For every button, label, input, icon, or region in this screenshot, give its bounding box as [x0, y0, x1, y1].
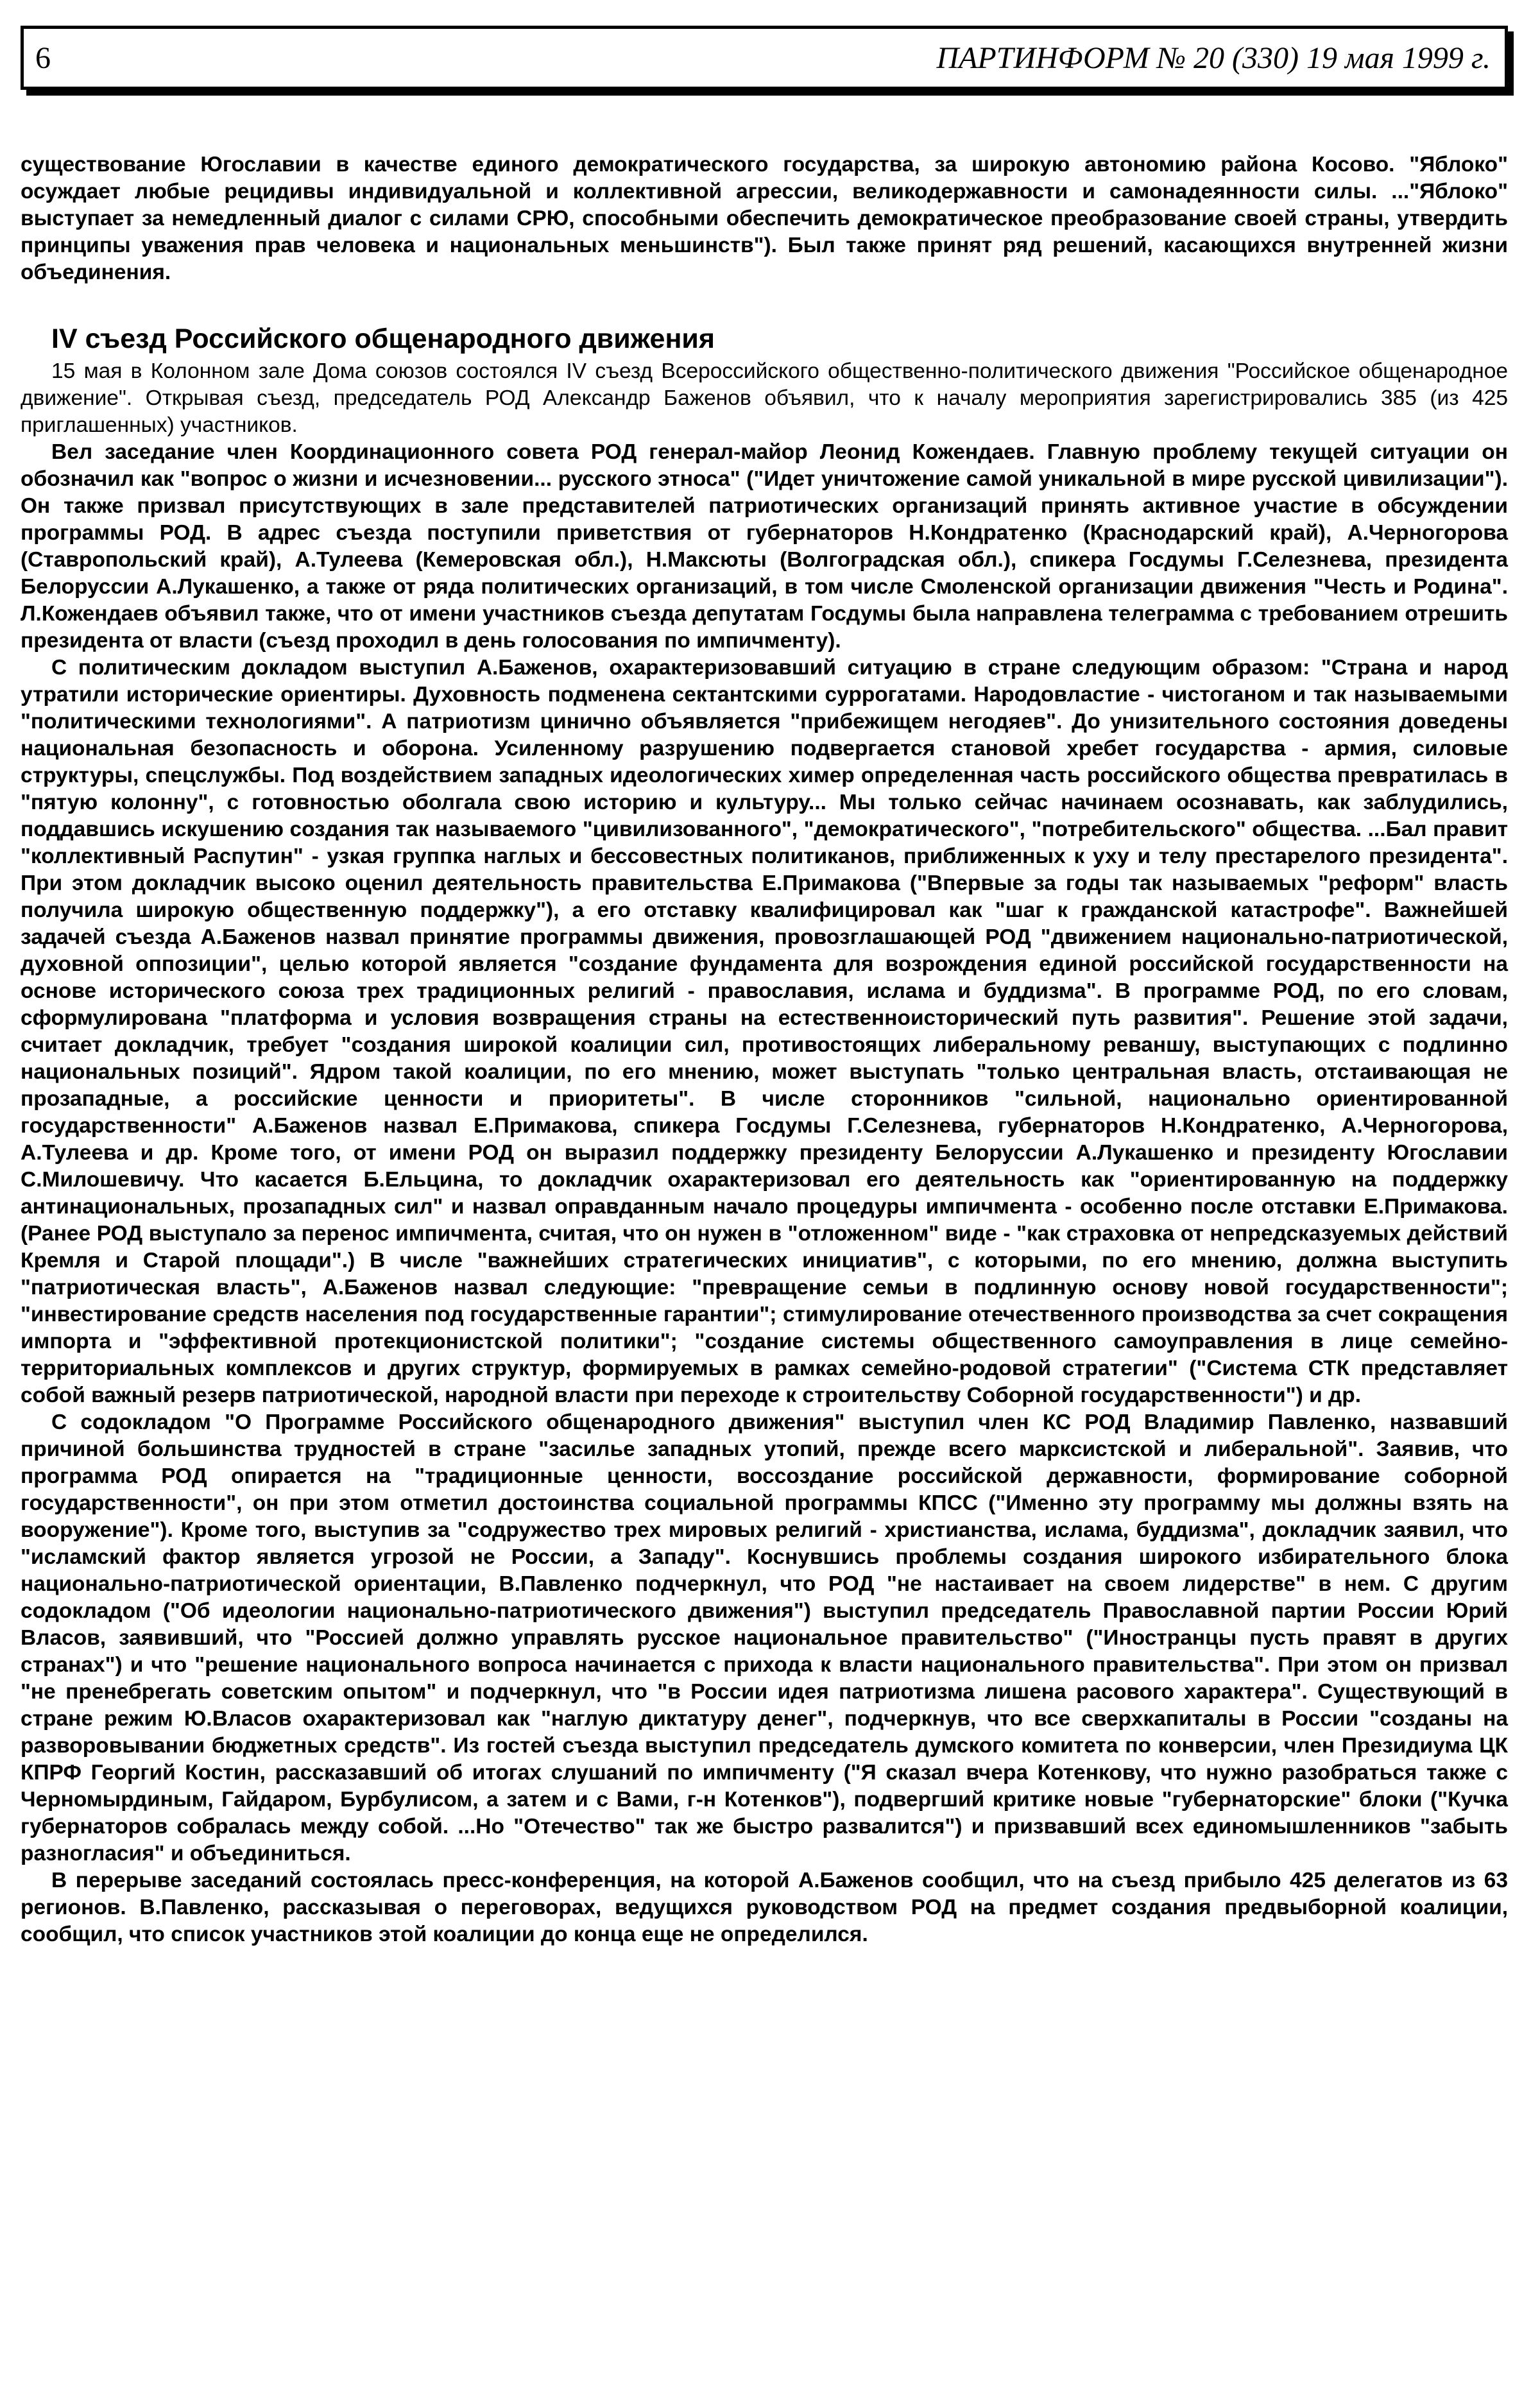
- publication-title: ПАРТИНФОРМ № 20 (330) 19 мая 1999 г.: [936, 40, 1491, 75]
- intro-paragraph: существование Югославии в качестве единого демократического государства, за широкую автономию района Косово. "Яблоко" осуждает любые рецидивы индивидуальной и коллективной агрессии, великодержавности и самонадеянности силы. ..."Яблоко" выступает за немедленный диалог с силами СРЮ, способными обеспечить демократическое преобразование своей страны, утвердить принципы уважения прав человека и национальных меньшинств"). Был также принят ряд решений, касающихся внутренней жизни объединения.: [21, 153, 1508, 284]
- article-lead: 15 мая в Колонном зале Дома союзов состоялся IV съезд Всероссийского общественно-политического движения "Российское общенародное движение". Открывая съезд, председатель РОД Александр Баженов объявил, что к началу мероприятия зарегистрировались 385 (из 425 приглашенных) участников.: [21, 359, 1508, 437]
- article-heading: IV съезд Российского общенародного движения: [51, 323, 715, 354]
- article-paragraph: С содокладом "О Программе Российского общенародного движения" выступил член КС РОД Владимир Павленко, назвавший причиной большинства трудностей в стране "засилье западных утопий, прежде всего марксистской и либеральной". Заявив, что программа РОД опирается на "традиционные ценности, воссоздание российской державности, формирование соборной государственности", он при этом отметил достоинства социальной программы КПСС ("Именно эту программу мы должны взять на вооружение"). Кроме того, выступив за "содружество трех мировых религий - христианства, ислама, буддизма", докладчик заявил, что "исламский фактор является угрозой не России, а Западу". Коснувшись проблемы создания широкого избирательного блока национально-патриотической ориентации, В.Павленко подчеркнул, что РОД "не настаивает на своем лидерстве" в нем. С другим содокладом ("Об идеологии национально-патриотического движения") выступил председатель Православной партии России Юрий Власов, заявивший, что "Россией должно управлять русское национальное правительство" ("Иностранцы пусть правят в других странах") и что "решение национального вопроса начинается с прихода к власти национального правительства". При этом он призвал "не пренебрегать советским опытом" и подчеркнул, что "в России идея патриотизма лишена расового характера". Существующий в стране режим Ю.Власов охарактеризовал как "наглую диктатуру денег", подчеркнув, что все сверхкапиталы в России "созданы на разворовывании бюджетных средств". Из гостей съезда выступил председатель думского комитета по конверсии, член Президиума ЦК КПРФ Георгий Костин, рассказавший об итогах слушаний по импичменту ("Я сказал вчера Котенкову, что нужно разобраться также с Черномырдиным, Гайдаром, Бурбулисом, а затем и с Вами, г-н Котенков"), подвергший критике новые "губернаторские" блоки ("Кучка губернаторов собралась между собой. ...Но "Отечество" так же быстро развалится") и призвавший всех единомышленников "забыть разногласия" и объединиться.: [21, 1410, 1508, 1865]
- newspaper-page: [21, 26, 1508, 1948]
- page-header: [21, 26, 1508, 90]
- article-paragraph: В перерыве заседаний состоялась пресс-конференция, на которой А.Баженов сообщил, что на съезд прибыло 425 делегатов из 63 регионов. В.Павленко, рассказывая о переговорах, ведущихся руководством РОД на предмет создания предвыборной коалиции, сообщил, что список участников этой коалиции до конца еще не определился.: [21, 1869, 1508, 1946]
- article-paragraph: Вел заседание член Координационного совета РОД генерал-майор Леонид Кожендаев. Главную проблему текущей ситуации он обозначил как "вопрос о жизни и исчезновении... русского этноса" ("Идет уничтожение самой уникальной в мире русской цивилизации"). Он также призвал присутствующих в зале представителей патриотических организаций принять активное участие в обсуждении программы РОД. В адрес съезда поступили приветствия от губернаторов Н.Кондратенко (Краснодарский край), А.Черногорова (Ставропольский край), А.Тулеева (Кемеровская обл.), Н.Максюты (Волгоградская обл.), спикера Госдумы Г.Селезнева, президента Белоруссии А.Лукашенко, а также от ряда политических организаций, в том числе Смоленской организации движения "Честь и Родина". Л.Кожендаев объявил также, что от имени участников съезда депутатам Госдумы была направлена телеграмма с требованием отрешить президента от власти (съезд проходил в день голосования по импичменту).: [21, 440, 1508, 653]
- article-paragraph: С политическим докладом выступил А.Баженов, охарактеризовавший ситуацию в стране следующим образом: "Страна и народ утратили исторические ориентиры. Духовность подменена сектантскими суррогатами. Народовластие - чистоганом и так называемыми "политическими технологиями". А патриотизм цинично объявляется "прибежищем негодяев". До унизительного состояния доведены национальная безопасность и оборона. Усиленному разрушению подвергается становой хребет государства - армия, силовые структуры, спецслужбы. Под воздействием западных идеологических химер определенная часть российского общества превратилась в "пятую колонну", с готовностью оболгала свою историю и культуру... Мы только сейчас начинаем осознавать, как заблудились, поддавшись искушению создания так называемого "цивилизованного", "демократического", "потребительского" общества. ...Бал правит "коллективный Распутин" - узкая группка наглых и бессовестных политиканов, приближенных к уху и телу престарелого президента". При этом докладчик высоко оценил деятельность правительства Е.Примакова ("Впервые за годы так называемых "реформ" власть получила широкую общественную поддержку"), а его отставку квалифицировал как "шаг к гражданской катастрофе". Важнейшей задачей съезда А.Баженов назвал принятие программы движения, провозглашающей РОД "движением национально-патриотической, духовной оппозиции", целью которой является "создание фундамента для возрождения единой российской государственности на основе исторического союза трех традиционных религий - православия, ислама и буддизма". В программе РОД, по его словам, сформулирована "платформа и условия возвращения страны на естественноисторический путь развития". Решение этой задачи, считает докладчик, требует "создания широкой коалиции сил, противостоящих либеральному реваншу, выступающих с подлинно национальных позиций". Ядром такой коалиции, по его мнению, может выступать "только центральная власть, отстаивающая не прозападные, а российские ценности и приоритеты". В числе сторонников "сильной, национально ориентированной государственности" А.Баженов назвал Е.Примакова, спикера Госдумы Г.Селезнева, губернаторов Н.Кондратенко, А.Черногорова, А.Тулеева и др. Кроме того, от имени РОД он выразил поддержку президенту Белоруссии А.Лукашенко и президенту Югославии С.Милошевичу. Что касается Б.Ельцина, то докладчик охарактеризовал его деятельность как "ориентированную на поддержку антинациональных, прозападных сил" и назвал оправданным начало процедуры импичмента - особенно после отставки Е.Примакова. (Ранее РОД выступало за перенос импичмента, считая, что он нужен в "отложенном" виде - "как страховка от непредсказуемых действий Кремля и Старой площади".) В числе "важнейших стратегических инициатив", с которыми, по его мнению, должна выступить "патриотическая власть", А.Баженов назвал следующие: "превращение семьи в подлинную основу новой государственности"; "инвестирование средств населения под государственные гарантии"; стимулирование отечественного производства за счет сокращения импорта и "эффективной протекционистской политики"; "создание системы общественного самоуправления в лице семейно-территориальных комплексов и других структур, формируемых в рамках семейно-родовой стратегии" ("Система СТК представляет собой важный резерв патриотической, народной власти при переходе к строительству Соборной государственности") и др.: [21, 656, 1508, 1407]
- page-number: 6: [35, 40, 51, 75]
- article-body: [21, 151, 1508, 1948]
